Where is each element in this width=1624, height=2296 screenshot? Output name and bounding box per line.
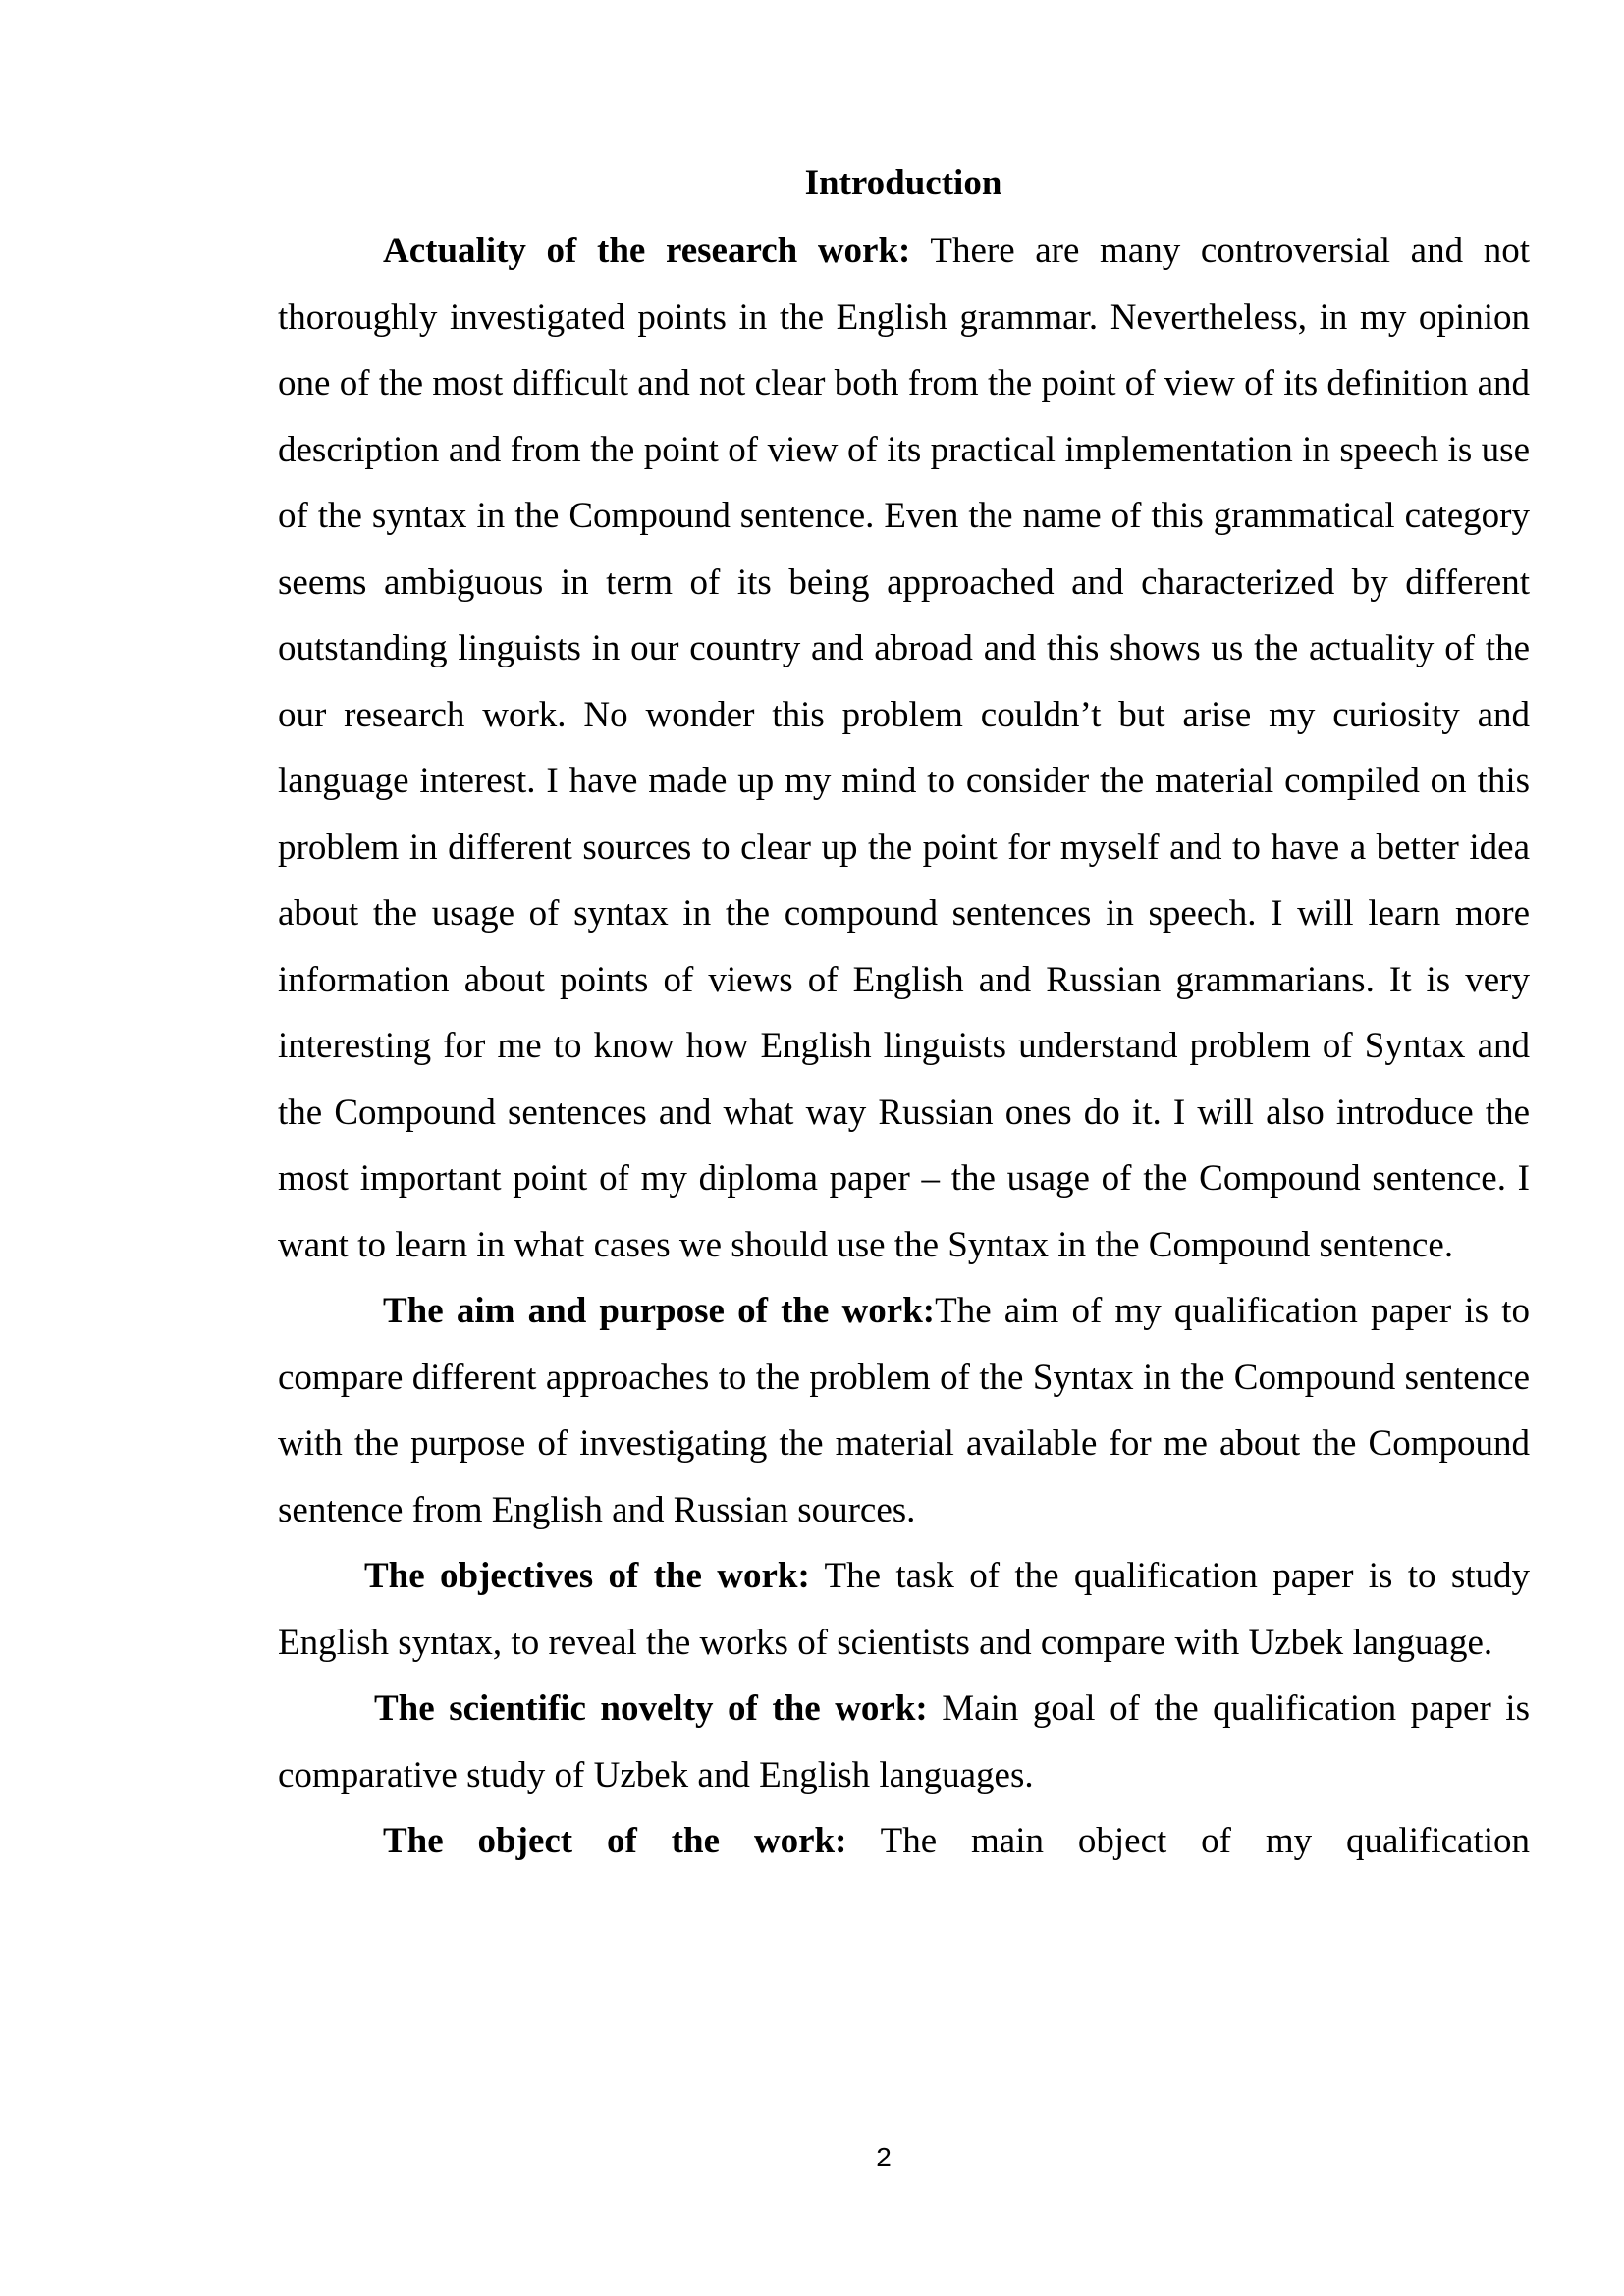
paragraph-lead-object: The object of the work: — [383, 1821, 847, 1861]
paragraph-text-object: The main object of my qualification — [846, 1821, 1530, 1861]
paragraph-lead-aim: The aim and purpose of the work: — [383, 1291, 936, 1331]
paragraph-aim — [278, 1278, 1530, 1543]
page-number: 2 — [876, 2142, 892, 2172]
paragraph-lead-actuality: Actuality of the research work: — [383, 231, 911, 271]
paragraph-lead-novelty: The scientific novelty of the work: — [374, 1688, 928, 1729]
paragraph-novelty — [278, 1676, 1530, 1808]
paragraph-lead-objectives: The objectives of the work: — [364, 1556, 810, 1596]
paragraph-text-aim: The aim of my qualification paper is to compare different approaches to the problem of the Syntax in the Compound sentence with the purpose of investigating the material available for me about the Compound sentence from English and Russian sources. — [278, 1291, 1530, 1530]
paragraph-text-actuality: There are many controversial and not thoroughly investigated points in the English grammar. Nevertheless, in my opinion one of the most difficult and not clear both from the point of view of its definition and description and from the point of view of its practical implementation in speech is use of the syntax in the Compound sentence. Even the name of this grammatical category seems ambiguous in term of its being approached and characterized by different outstanding linguists in our country and abroad and this shows us the actuality of the our research work. No wonder this problem couldn’t but arise my curiosity and language interest. I have made up my mind to consider the material compiled on this problem in different sources to clear up the point for myself and to have a better idea about the usage of syntax in the compound sentences in speech. I will learn more information about points of views of English and Russian grammarians. It is very interesting for me to know how English linguists understand problem of Syntax and the Compound sentences and what way Russian ones do it. I will also introduce the most important point of my diploma paper – the usage of the Compound sentence. I want to learn in what cases we should use the Syntax in the Compound sentence. — [278, 231, 1530, 1265]
paragraph-objectives — [278, 1543, 1530, 1676]
paragraph-object — [278, 1808, 1530, 1875]
page-title: Introduction — [804, 163, 1002, 203]
document-body — [278, 218, 1530, 1875]
paragraph-actuality — [278, 218, 1530, 1278]
paragraph-text-novelty: Main goal of the qualification paper is comparative study of Uzbek and English languages. — [278, 1688, 1530, 1795]
paragraph-text-objectives: The task of the qualification paper is to study English syntax, to reveal the works of scientists and compare with Uzbek language. — [278, 1556, 1530, 1663]
